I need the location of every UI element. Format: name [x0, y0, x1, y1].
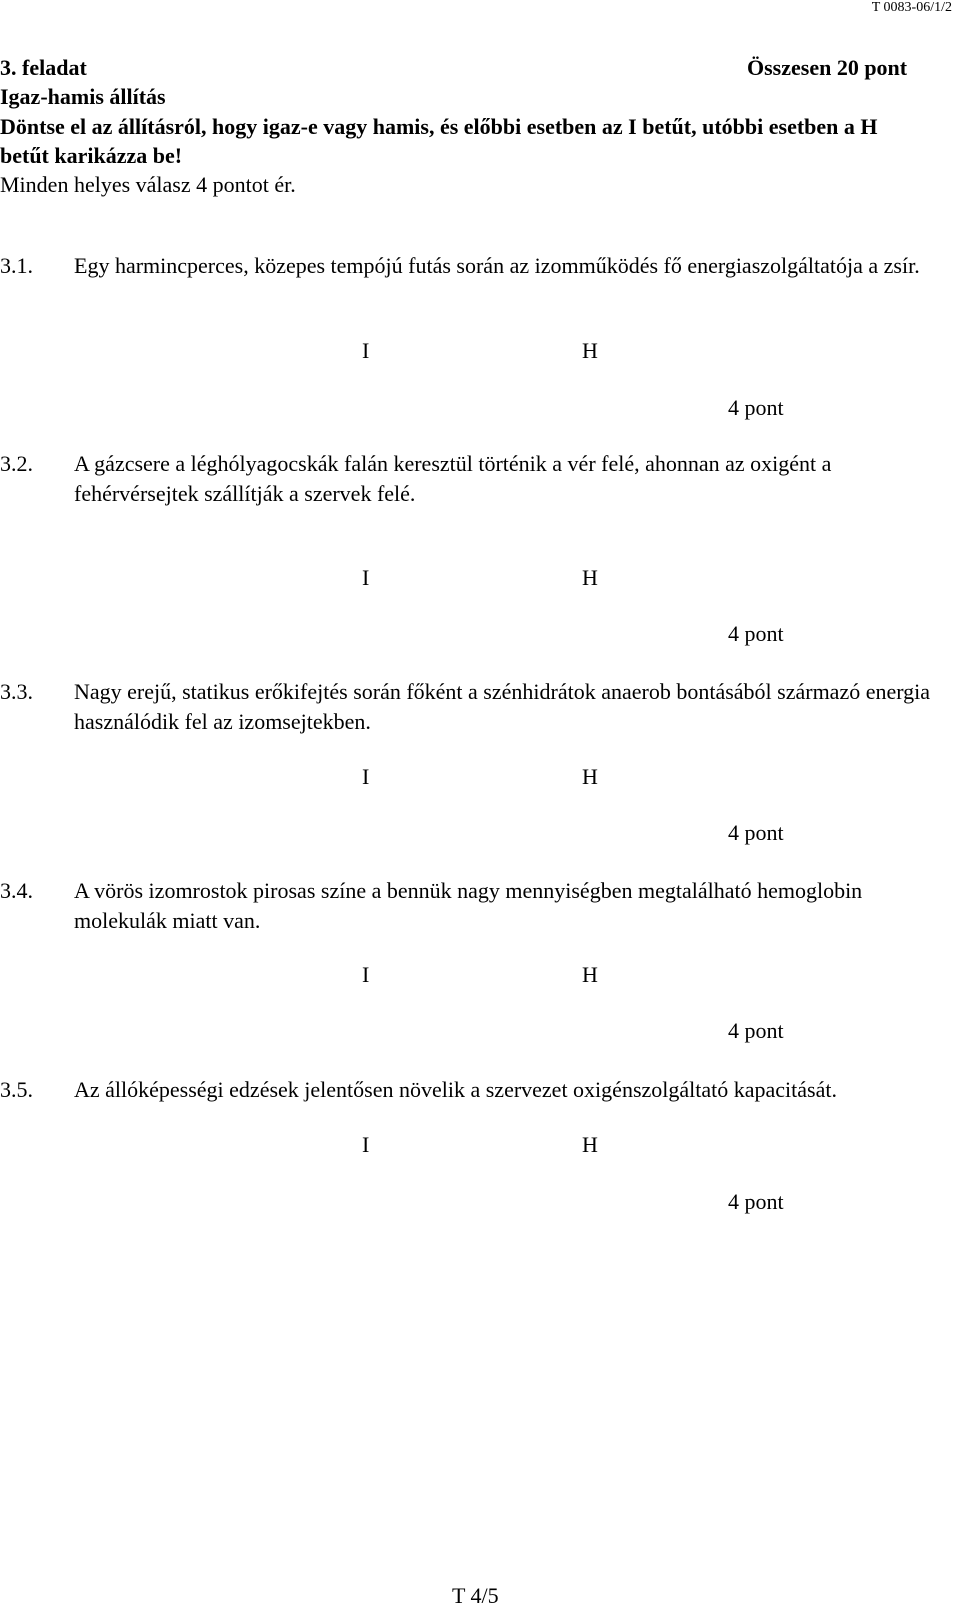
answer-option-true[interactable]: I	[362, 764, 370, 789]
item-number: 3.5.	[0, 1077, 33, 1102]
answer-option-false[interactable]: H	[582, 1132, 598, 1157]
item-statement: Az állóképességi edzések jelentősen növelik a szervezet oxigénszolgáltató kapacitását.	[74, 1077, 837, 1102]
item-points: 4 pont	[728, 395, 784, 420]
document-code: T 0083-06/1/2	[871, 0, 952, 15]
page-number: T 4/5	[452, 1583, 499, 1608]
item-statement: A gázcsere a léghólyagocskák falán keresztül történik a vér felé, ahonnan az oxigént a fehérvérsejtek szállítják a szervek felé.	[74, 451, 832, 506]
item-points: 4 pont	[728, 621, 784, 646]
task-instruction: Döntse el az állításról, hogy igaz-e vagy hamis, és előbbi esetben az I betűt, utóbbi esetben a H betűt karikázza be!	[0, 114, 878, 168]
task-title: 3. feladat	[0, 55, 87, 80]
item-points: 4 pont	[728, 1189, 784, 1214]
answer-option-true[interactable]: I	[362, 962, 370, 987]
scoring-rule: Minden helyes válasz 4 pontot ér.	[0, 172, 296, 197]
item-statement: Nagy erejű, statikus erőkifejtés során főként a szénhidrátok anaerob bontásából származó energia használódik fel az izomsejtekben.	[74, 679, 931, 734]
answer-option-false[interactable]: H	[582, 338, 598, 363]
task-total-points: Összesen 20 pont	[747, 55, 908, 80]
item-statement: A vörös izomrostok pirosas színe a bennük nagy mennyiségben megtalálható hemoglobin molekulák miatt van.	[74, 878, 863, 933]
answer-option-false[interactable]: H	[582, 565, 598, 590]
item-points: 4 pont	[728, 1018, 784, 1043]
task-subtitle: Igaz-hamis állítás	[0, 84, 166, 109]
item-number: 3.4.	[0, 878, 33, 903]
item-statement: Egy harmincperces, közepes tempójú futás során az izomműködés fő energiaszolgáltatója a zsír.	[74, 253, 920, 278]
answer-option-false[interactable]: H	[582, 962, 598, 987]
item-points: 4 pont	[728, 820, 784, 845]
answer-option-false[interactable]: H	[582, 764, 598, 789]
answer-option-true[interactable]: I	[362, 1132, 370, 1157]
answer-option-true[interactable]: I	[362, 338, 370, 363]
item-number: 3.2.	[0, 451, 33, 476]
item-number: 3.1.	[0, 253, 33, 278]
answer-option-true[interactable]: I	[362, 565, 370, 590]
item-number: 3.3.	[0, 679, 33, 704]
